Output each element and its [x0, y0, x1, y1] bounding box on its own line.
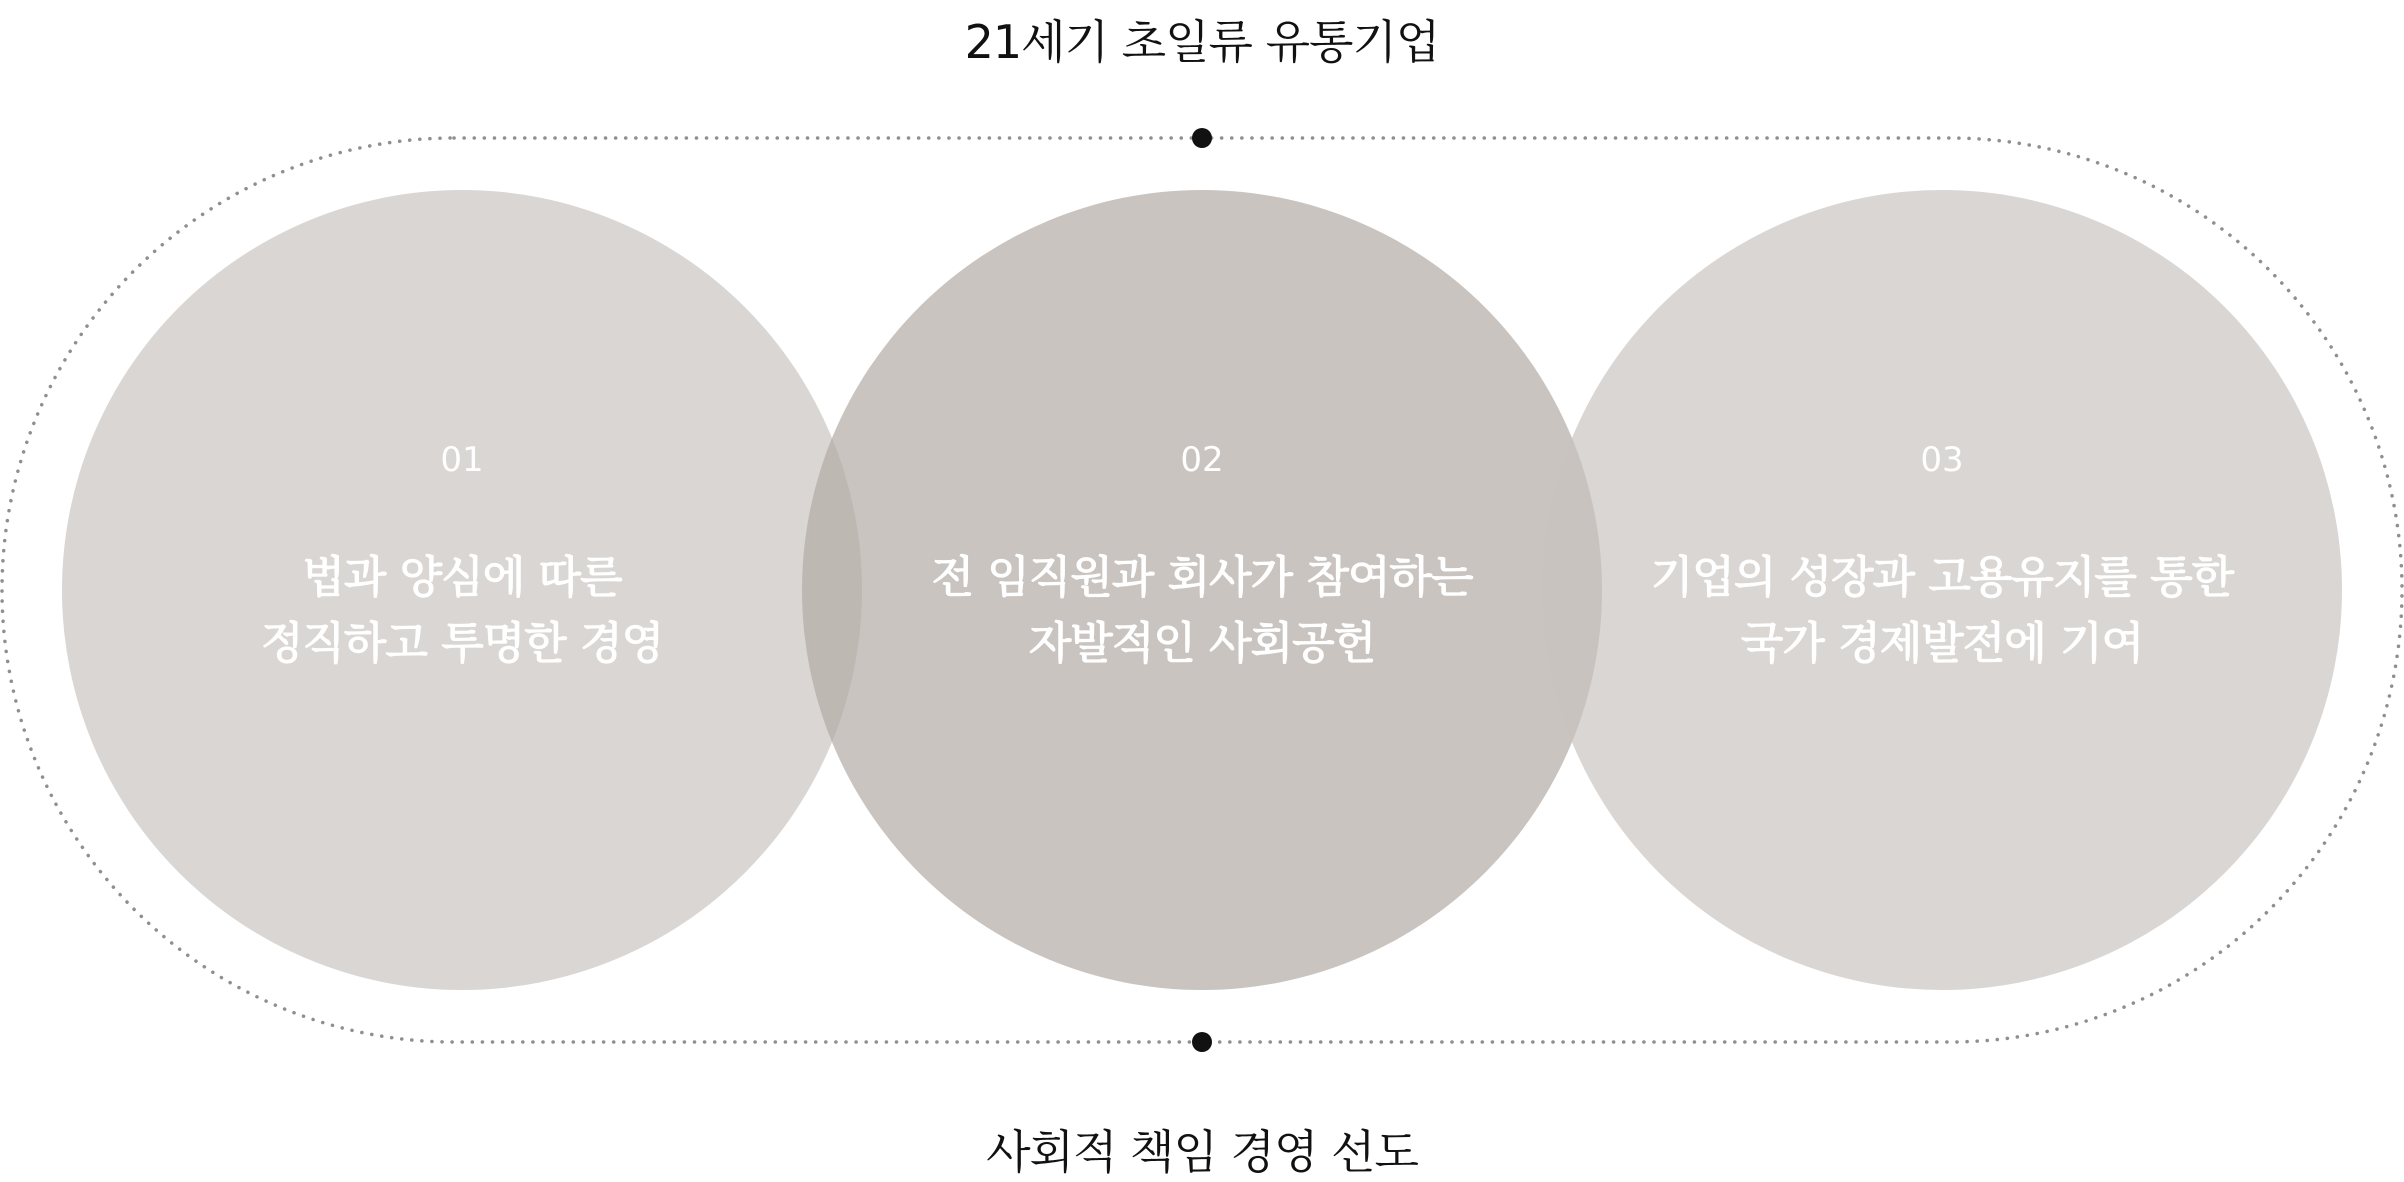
item-text-01-line1: 법과 양심에 따른 — [302, 552, 622, 603]
item-number-02: 02 — [1180, 440, 1224, 480]
item-text-03-line1: 기업의 성장과 고용유지를 통한 — [1650, 552, 2234, 603]
item-text-01 — [112, 545, 812, 677]
top-dot-marker — [1192, 128, 1212, 148]
item-text-02-line1: 전 임직원과 회사가 참여하는 — [931, 552, 1473, 603]
item-number-03: 03 — [1920, 440, 1964, 480]
bottom-dot-marker — [1192, 1032, 1212, 1052]
item-text-02 — [852, 545, 1552, 677]
item-text-01-line2: 정직하고 투명한 경영 — [260, 618, 664, 669]
item-text-03-line2: 국가 경제발전에 기여 — [1740, 618, 2144, 669]
item-text-02-line2: 자발적인 사회공헌 — [1028, 618, 1376, 669]
item-text-03 — [1592, 545, 2292, 677]
top-title: 21세기 초일류 유통기업 — [964, 15, 1440, 69]
item-number-01: 01 — [440, 440, 484, 480]
bottom-title: 사회적 책임 경영 선도 — [986, 1125, 1418, 1179]
